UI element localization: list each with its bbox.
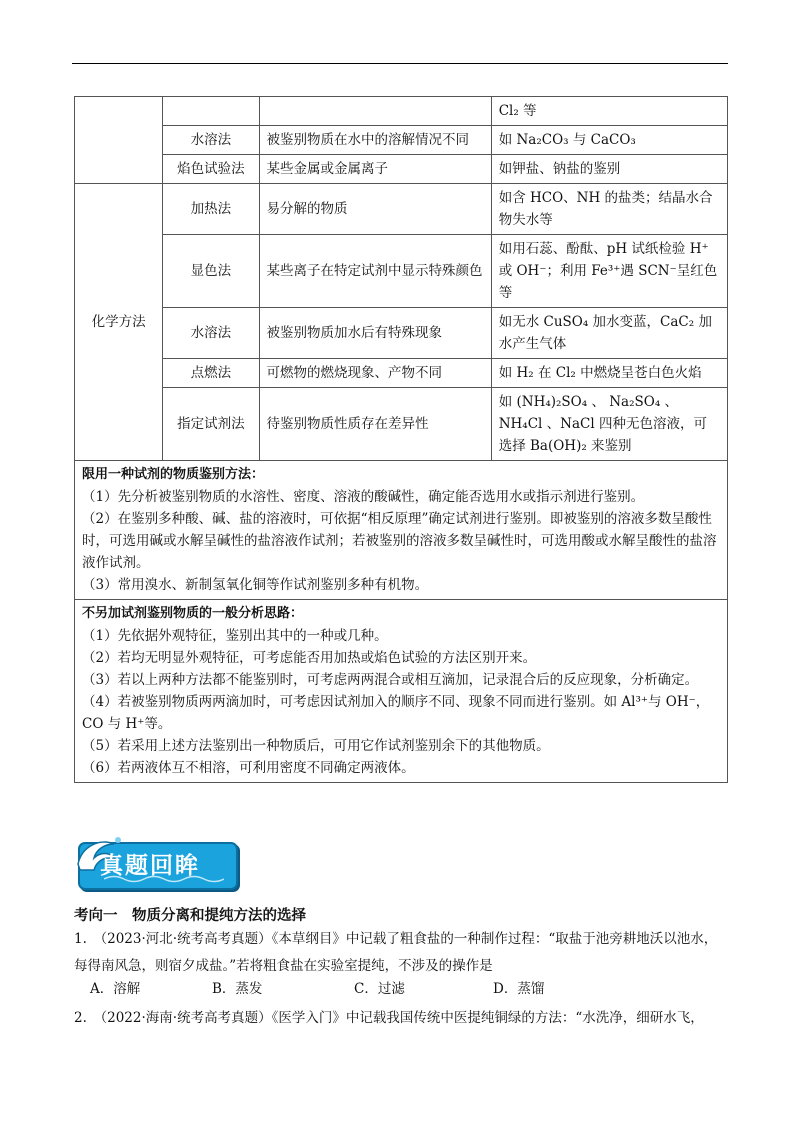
note-line: （6）若两液体互不相溶，可利用密度不同确定两液体。 [82,760,415,776]
target-cell: 某些金属或金属离子 [259,155,491,184]
category-cell-physical [75,97,163,184]
question-1-options [90,977,690,999]
table-row [75,388,728,461]
table-row [75,126,728,155]
target-cell: 可燃物的燃烧现象、产物不同 [259,359,491,388]
note-line: （2）在鉴别多种酸、碱、盐的溶液时，可依据“相反原理”确定试剂进行鉴别。即被鉴别的溶液多数呈酸性时，可选用碱或水解呈碱性的盐溶液作试剂；若被鉴别的溶液多数呈碱性时，可选用酸或水解呈酸性的盐溶液作试剂。 [82,511,717,571]
option-b[interactable]: B．蒸发 [212,981,263,997]
example-cell: Cl₂ 等 [491,97,727,126]
example-cell: 如 (NH₄)₂SO₄ 、 Na₂SO₄ 、 NH₄Cl 、NaCl 四种无色溶液，可选择 Ba(OH)₂ 来鉴别 [491,388,727,461]
single-reagent-note-box [75,461,728,600]
option-c[interactable]: C．过滤 [354,981,405,997]
example-cell: 如无水 CuSO₄ 加水变蓝，CaC₂ 加水产生气体 [491,308,727,359]
banner-wave-decoration [104,874,224,884]
section-banner [74,834,236,890]
method-cell: 指定试剂法 [163,388,259,461]
table-row [75,184,728,235]
note-box-title: 不另加试剂鉴别物质的一般分析思路： [82,606,304,621]
section-title: 考向一 物质分离和提纯方法的选择 [74,908,306,924]
method-cell: 焰色试验法 [163,155,259,184]
question-2-stem: 2. （2022·海南·统考高考真题）《医学入门》中记载我国传统中医提纯铜绿的方法：“水洗净，细研水飞， [74,1010,704,1026]
banner-title: 真题回眸 [100,853,200,879]
note-line: （3）常用溴水、新制氢氧化铜等作试剂鉴别多种有机物。 [82,577,429,593]
table-row [75,308,728,359]
target-cell: 易分解的物质 [259,184,491,235]
example-cell: 如用石蕊、酚酞、pH 试纸检验 H⁺或 OH⁻；利用 Fe³⁺遇 SCN⁻呈红色等 [491,235,727,308]
question-1-stem: 1. （2023·河北·统考高考真题）《本草纲目》中记载了粗食盐的一种制作过程：“取盐于池旁耕地沃以池水，每得南风急，则宿夕成盐。”若将粗食盐在实验室提纯，不涉及的操作是 [74,931,718,974]
target-cell: 待鉴别物质性质存在差异性 [259,388,491,461]
note-line: （3）若以上两种方法都不能鉴别时，可考虑两两混合或相互滴加，记录混合后的反应现象，分析确定。 [82,672,699,688]
table-row [75,235,728,308]
target-cell: 被鉴别物质在水中的溶解情况不同 [259,126,491,155]
note-line: （1）先依据外观特征，鉴别出其中的一种或几种。 [82,628,388,644]
note-box-title: 限用一种试剂的物质鉴别方法： [82,467,265,482]
table-row [75,359,728,388]
method-cell [163,97,259,126]
method-cell: 加热法 [163,184,259,235]
method-cell: 水溶法 [163,308,259,359]
example-cell: 如 Na₂CO₃ 与 CaCO₃ [491,126,727,155]
note-line: （4）若被鉴别物质两两滴加时，可考虑因试剂加入的顺序不同、现象不同而进行鉴别。如 Al³⁺与 OH⁻，CO 与 H⁺等。 [82,694,710,732]
identification-methods-table [74,96,728,783]
option-a[interactable]: A．溶解 [90,981,141,997]
method-cell: 水溶法 [163,126,259,155]
note-line: （2）若均无明显外观特征，可考虑能否用加热或焰色试验的方法区别开来。 [82,650,537,666]
target-cell [259,97,491,126]
table-row [75,97,728,126]
method-cell: 显色法 [163,235,259,308]
note-box-row [75,600,728,783]
option-d[interactable]: D．蒸馏 [493,981,545,997]
example-cell: 如钾盐、钠盐的鉴别 [491,155,727,184]
header-rule [72,63,728,64]
target-cell: 被鉴别物质加水后有特殊现象 [259,308,491,359]
example-cell: 如 H₂ 在 Cl₂ 中燃烧呈苍白色火焰 [491,359,727,388]
note-box-row [75,461,728,600]
table-row [75,155,728,184]
target-cell: 某些离子在特定试剂中显示特殊颜色 [259,235,491,308]
note-line: （5）若采用上述方法鉴别出一种物质后，可用它作试剂鉴别余下的其他物质。 [82,738,550,754]
no-reagent-note-box [75,600,728,783]
example-cell: 如含 HCO、NH 的盐类；结晶水合物失水等 [491,184,727,235]
method-cell: 点燃法 [163,359,259,388]
note-line: （1）先分析被鉴别物质的水溶性、密度、溶液的酸碱性，确定能否选用水或指示剂进行鉴别。 [82,489,645,505]
category-cell-chemical: 化学方法 [75,184,163,461]
